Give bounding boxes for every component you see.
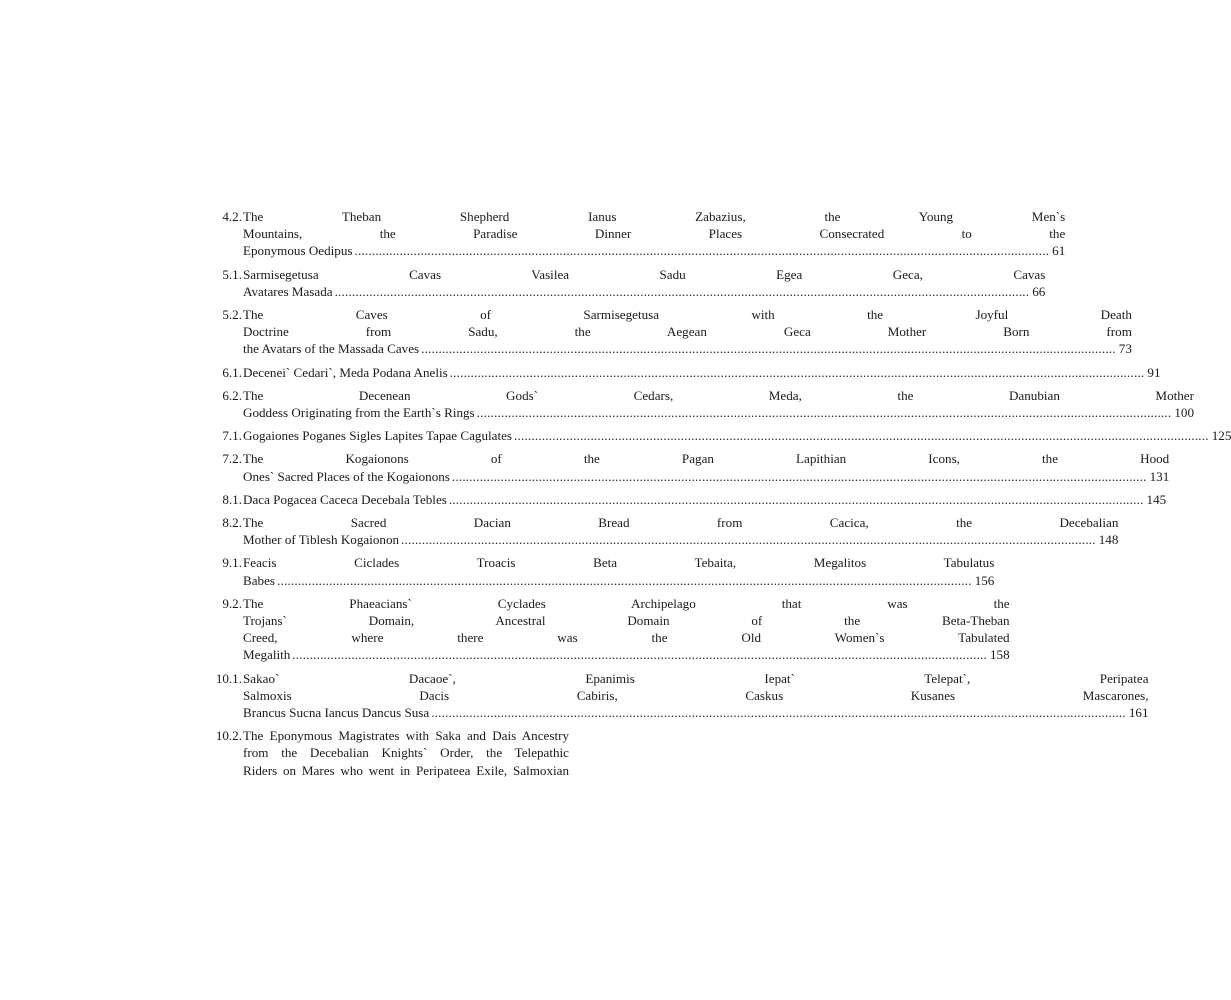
dot-leader: ........................................................................................................................................................................................................ — [292, 647, 987, 663]
dot-leader: ........................................................................................................................................................................................................ — [476, 405, 1172, 421]
dot-leader: ........................................................................................................................................................................................................ — [431, 705, 1126, 721]
section-title — [243, 306, 1132, 358]
section-title — [243, 514, 1118, 548]
dot-leader: ........................................................................................................................................................................................................ — [448, 491, 1144, 507]
title-line: Doctrine from Sadu, the Aegean Geca Mother Born from — [243, 324, 1132, 340]
page-number: 148 — [1098, 532, 1119, 548]
toc-entry[interactable] — [205, 208, 1066, 260]
title-last-line — [243, 404, 1194, 421]
title-last-line — [243, 531, 1118, 548]
title-line: Gogaiones Poganes Sigles Lapites Tapae Cagulates — [243, 428, 513, 444]
toc-entry[interactable] — [205, 491, 1167, 508]
title-line: Trojans` Domain, Ancestral Domain of the Beta-Theban — [243, 613, 1010, 629]
title-line: Riders on Mares who went in Peripateea Exile, Salmoxian — [243, 762, 569, 778]
toc-entry[interactable] — [205, 595, 1010, 664]
section-title — [243, 387, 1194, 421]
title-line: Daca Pogacea Caceca Decebala Tebles — [243, 491, 447, 507]
title-last-line — [243, 242, 1065, 259]
section-number: 6.1. — [222, 364, 242, 380]
title-line: The Phaeacians` Cyclades Archipelago that was the — [243, 595, 1010, 611]
title-line: Babes — [243, 572, 275, 588]
title-line: Goddess Originating from the Earth`s Rings — [243, 405, 475, 421]
section-title — [243, 364, 1160, 381]
title-line: Mountains, the Paradise Dinner Places Consecrated to the — [243, 226, 1066, 242]
title-line: Sakao` Dacaoe`, Epanimis Iepat` Telepat`, Peripatea — [243, 670, 1149, 686]
section-number: 6.2. — [222, 387, 242, 403]
toc-entry[interactable] — [205, 387, 1194, 421]
title-line: Megalith — [243, 647, 291, 663]
section-number: 10.2. — [215, 728, 242, 744]
section-title — [243, 208, 1065, 260]
toc-entry[interactable] — [205, 450, 1170, 484]
page-number: 73 — [1118, 341, 1132, 357]
dot-leader: ........................................................................................................................................................................................................ — [451, 468, 1147, 484]
dot-leader: ........................................................................................................................................................................................................ — [514, 428, 1209, 444]
title-last-line — [243, 491, 1166, 508]
title-last-line — [243, 704, 1149, 721]
section-number: 7.2. — [222, 451, 242, 467]
toc-entry[interactable] — [205, 554, 995, 588]
title-last-line — [243, 468, 1169, 485]
toc-entry[interactable] — [205, 266, 1046, 300]
title-line: Brancus Sucna Iancus Dancus Susa — [243, 705, 430, 721]
title-line: The Eponymous Magistrates with Saka and Dais Ancestry — [243, 728, 569, 744]
section-number: 9.2. — [222, 595, 242, 611]
page-number: 161 — [1128, 705, 1149, 721]
title-last-line — [243, 364, 1160, 381]
toc-entry[interactable] — [205, 670, 1149, 722]
title-last-line — [243, 646, 1010, 663]
table-of-contents — [205, 208, 1231, 779]
dot-leader: ........................................................................................................................................................................................................ — [401, 532, 1096, 548]
toc-entry[interactable] — [205, 364, 1161, 381]
dot-leader: ........................................................................................................................................................................................................ — [354, 243, 1050, 259]
page-number: 91 — [1147, 364, 1161, 380]
section-number: 10.1. — [215, 670, 242, 686]
title-line: Creed, where there was the Old Women`s Tabulated — [243, 630, 1010, 646]
dot-leader: ........................................................................................................................................................................................................ — [421, 341, 1116, 357]
section-number: 7.1. — [222, 428, 242, 444]
section-title — [243, 491, 1166, 508]
dot-leader: ........................................................................................................................................................................................................ — [334, 283, 1030, 299]
title-line: The Theban Shepherd Ianus Zabazius, the Young Men`s — [243, 209, 1066, 224]
toc-entry[interactable] — [205, 427, 1231, 444]
dot-leader: ........................................................................................................................................................................................................ — [277, 572, 972, 588]
title-line: Avatares Masada — [243, 283, 333, 299]
section-number: 8.2. — [222, 515, 242, 531]
page-number: 131 — [1149, 468, 1170, 484]
page-number: 145 — [1146, 491, 1167, 507]
title-line: Salmoxis Dacis Cabiris, Caskus Kusanes Mascarones, — [243, 687, 1149, 703]
title-line: The Caves of Sarmisegetusa with the Joyful Death — [243, 307, 1132, 323]
toc-entry[interactable] — [205, 727, 569, 779]
section-title — [243, 595, 1010, 664]
page-number: 66 — [1032, 283, 1046, 299]
section-title — [243, 670, 1149, 722]
title-line: Sarmisegetusa Cavas Vasilea Sadu Egea Geca, Cavas — [243, 266, 1046, 282]
page-number: 100 — [1174, 405, 1194, 421]
section-number: 8.1. — [222, 491, 242, 507]
title-line: Feacis Ciclades Troacis Beta Tebaita, Megalitos Tabulatus — [243, 555, 995, 571]
page-number: 158 — [989, 647, 1010, 663]
section-number: 5.2. — [222, 307, 242, 323]
title-last-line — [243, 427, 1231, 444]
title-line: The Decenean Gods` Cedars, Meda, the Danubian Mother — [243, 387, 1194, 403]
section-title — [243, 427, 1231, 444]
title-last-line — [243, 572, 994, 589]
title-line: from the Decebalian Knights` Order, the Telepathic — [243, 745, 569, 761]
section-number: 5.1. — [222, 266, 242, 282]
page-number: 61 — [1052, 243, 1066, 259]
title-last-line — [243, 283, 1045, 300]
title-line: Decenei` Cedari`, Meda Podana Anelis — [243, 364, 448, 380]
section-title — [243, 266, 1045, 300]
section-title — [243, 450, 1169, 484]
toc-entry[interactable] — [205, 306, 1132, 358]
section-title — [243, 554, 994, 588]
page-number: 125 — [1211, 428, 1231, 444]
title-line: The Sacred Dacian Bread from Cacica, the Decebalian — [243, 515, 1119, 531]
section-number: 9.1. — [222, 555, 242, 571]
toc-entry[interactable] — [205, 514, 1119, 548]
section-title — [243, 727, 569, 779]
title-line: the Avatars of the Massada Caves — [243, 341, 420, 357]
title-line: Eponymous Oedipus — [243, 243, 353, 259]
page-number: 156 — [974, 572, 995, 588]
title-line: Ones` Sacred Places of the Kogaionons — [243, 468, 450, 484]
dot-leader: ........................................................................................................................................................................................................ — [449, 364, 1145, 380]
title-line: The Kogaionons of the Pagan Lapithian Icons, the Hood — [243, 451, 1170, 467]
title-last-line — [243, 340, 1132, 357]
title-line: Mother of Tiblesh Kogaionon — [243, 532, 400, 548]
section-number: 4.2. — [222, 209, 242, 224]
